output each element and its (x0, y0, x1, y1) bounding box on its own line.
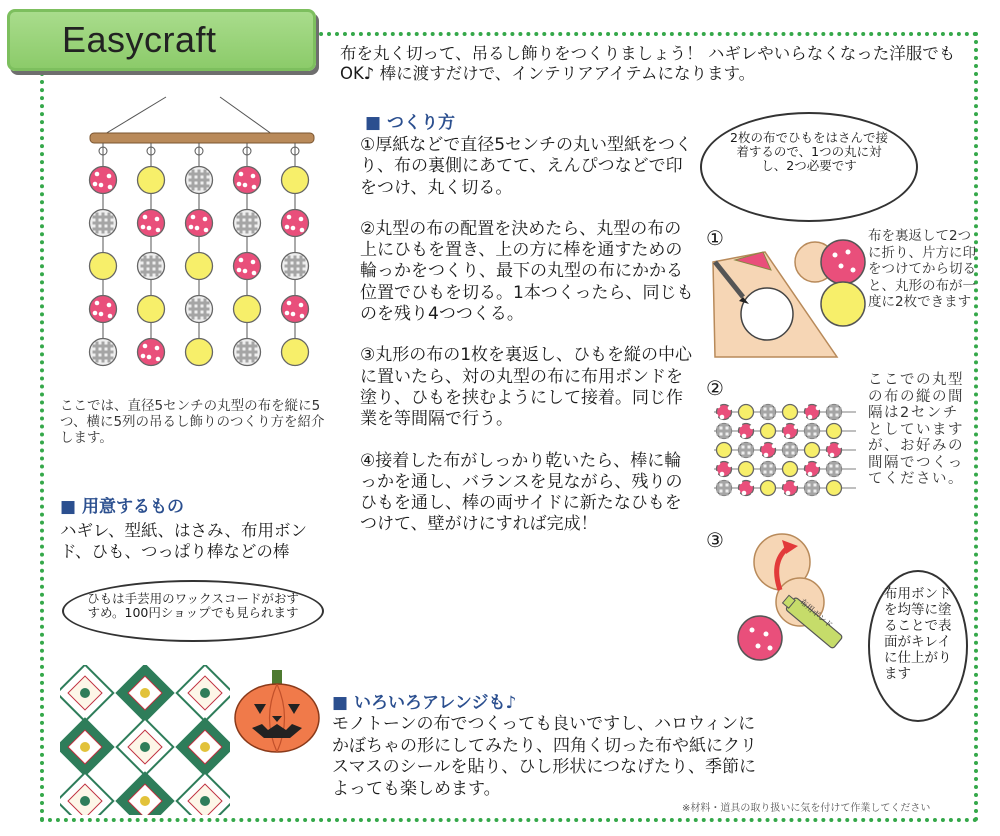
step1-illustration (705, 222, 870, 362)
step1-caption: 布を裏返して2つに折り、片方に印をつけてから切ると、丸形の布が一度に2枚できます (868, 228, 976, 310)
step2-number: ② (706, 376, 724, 400)
title-tab (7, 9, 316, 71)
step3-number: ③ (706, 528, 724, 552)
step-3: ③丸形の布の1枚を裏返し、ひもを縦の中心に置いたら、対の丸型の布に布用ボンドを塗り、ひもを挟むようにして接着。同じ作業を等間隔で行う。 (360, 345, 693, 430)
mobile-illustration (70, 95, 335, 380)
howto-heading: ■ つくり方 (365, 108, 455, 133)
step2-caption-text: ここでの丸型の布の縦の間隔は2センチとしていますが、お好みの間隔でつくってください。 (868, 372, 964, 487)
step-4: ④接着した布がしっかり乾いたら、棒に輪っかを通し、バランスを見ながら、残りのひもを通し、棒の両サイドに新たなひもをつけて、壁がけにすれば完成！ (360, 450, 683, 535)
arrange-heading: ■ いろいろアレンジも♪ (332, 688, 516, 713)
materials-text: ハギレ、型紙、はさみ、布用ボンド、ひも、つっぱり棒などの棒 (60, 521, 308, 561)
arrange-text: モノトーンの布でつくっても良いですし、ハロウィンにかぼちゃの形にしてみたり、四角く切った布や紙にクリスマスのシールを貼り、ひし形状につなげたり、季節によっても楽しめます。 (332, 714, 757, 799)
materials-note-bubble (62, 580, 324, 642)
howto-steps (360, 135, 695, 556)
mobile-caption: ここでは、直径5センチの丸型の布を縦に5つ、横に5列の吊るし飾りのつくり方を紹介します。 (60, 398, 325, 446)
step-2: ②丸型の布の配置を決めたら、丸型の布の上にひもを置き、上の方に棒を通すための輪っかをつくり、最下の丸型の布にかかる位置でひもを切る。1本つくったら、同じものを残り4つつくる。 (360, 218, 694, 325)
step2-illustration (710, 402, 860, 502)
step2-caption (868, 372, 973, 488)
materials-note: ひもは手芸用のワックスコードがおすすめ。100円ショップでも見られます (87, 591, 299, 620)
bond-label: 布用ボンド (797, 597, 835, 630)
step3-illustration (720, 530, 860, 670)
bond-note: 布用ボンドを均等に塗ることで表面がキレイに仕上がります (884, 586, 952, 682)
page-title: Easycraft (62, 19, 217, 60)
pumpkin-illustration (232, 668, 322, 758)
christmas-illustration (60, 665, 230, 815)
bond-note-bubble (868, 570, 968, 722)
top-note-bubble (700, 112, 918, 222)
intro-text: 布を丸く切って、吊るし飾りをつくりましょう！ ハギレやいらなくなった洋服でもOK♪ 棒に渡すだけで、インテリアアイテムになります。 (340, 44, 956, 83)
footnote: ※材料・道具の取り扱いに気を付けて作業してください (682, 803, 931, 814)
step1-number: ① (706, 226, 724, 250)
materials-heading: ■ 用意するもの (60, 492, 184, 517)
top-note: 2枚の布でひもをはさんで接着するので、1つの丸に対し、2つ必要です (730, 130, 888, 173)
step-1: ①厚紙などで直径5センチの丸い型紙をつくり、布の裏側にあてて、えんぴつなどで印をつけ、丸く切る。 (360, 135, 693, 198)
